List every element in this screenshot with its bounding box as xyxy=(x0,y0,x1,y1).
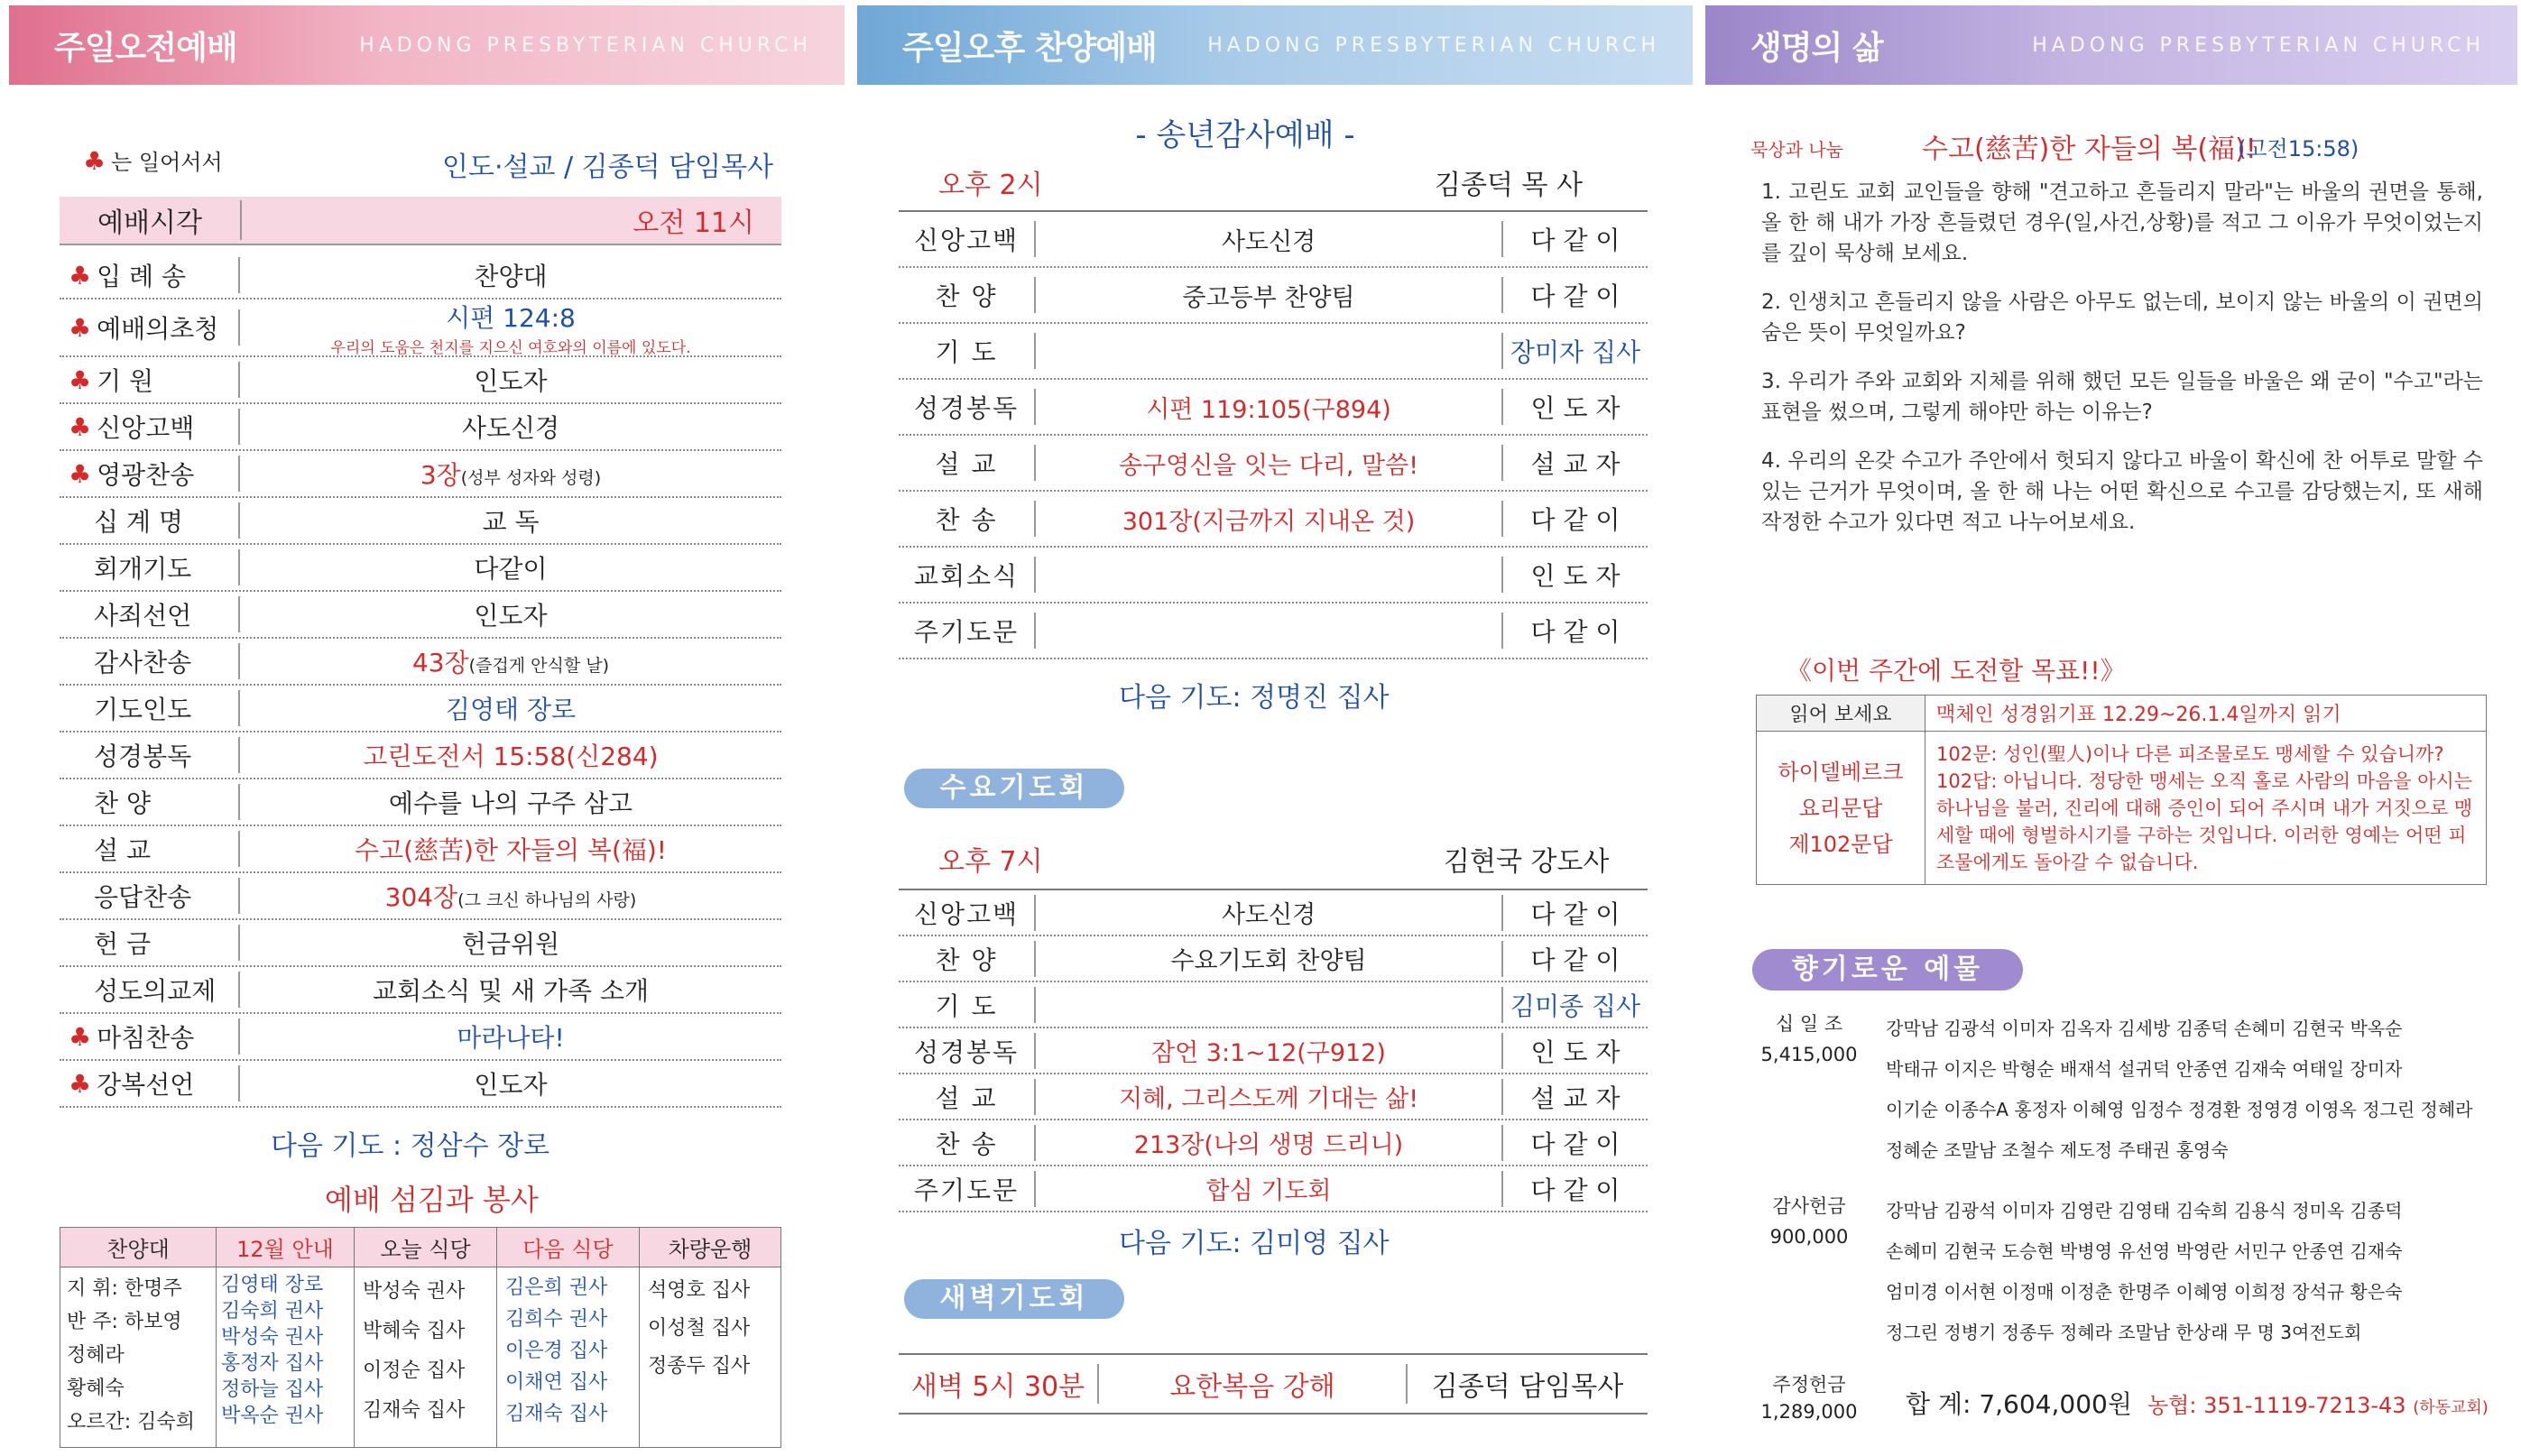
order-item-label: 기 원 xyxy=(97,366,154,396)
program-row xyxy=(899,1120,1648,1166)
order-content-main xyxy=(446,299,576,335)
order-row xyxy=(60,498,781,545)
order-item xyxy=(60,309,240,346)
order-row xyxy=(60,733,781,779)
order-item-label: 신앙고백 xyxy=(97,413,195,443)
order-item-label: 헌 금 xyxy=(94,929,151,959)
order-item-label: 설 교 xyxy=(94,835,151,865)
program-content: 송구영신을 잇는 다리, 말씀! xyxy=(1118,451,1419,480)
order-content-text: 다같이 xyxy=(474,554,548,584)
catechism-answer: 102답: 아닙니다. 정당한 맹세는 오직 홀로 사람의 마음을 아시는 하나님을 불러, 진리에 대해 증인이 되어 주시며 내가 거짓으로 맹세할 때에 형벌하시기를 구하는 것입니다. 이러한 영예는 어떤 피조물에게도 돌아갈 수 없습니다. xyxy=(1936,769,2473,873)
weekly-label: 주정헌금 xyxy=(1772,1374,1846,1396)
program-who: 김미종 집사 xyxy=(1501,987,1648,1023)
meditation-question: 1. 고린도 교회 교인들을 향해 "견고하고 흔들리지 말라"는 바울의 권면을 통해, 올 한 해 내가 가장 흔들렸던 경우(일,사건,상황)를 적고 그 이유가 무엇이었는지를 깊이 묵상해 보세요. xyxy=(1761,180,2483,265)
header-title: 주일오후 찬양예배 xyxy=(902,29,1157,67)
order-content-small: (즐겁게 안식할 날) xyxy=(468,656,610,676)
order-row xyxy=(60,1014,781,1061)
order-row xyxy=(60,1061,781,1108)
meditation-questions xyxy=(1761,177,2483,556)
order-content-text: 304장 xyxy=(384,882,458,912)
meditation-question: 2. 인생치고 흔들리지 않을 사람은 아무도 없는데, 보이지 않는 바울의 이 권면의 숨은 뜻이 무엇일까요? xyxy=(1761,290,2483,345)
tithe-amount: 5,415,000 xyxy=(1760,1044,1858,1065)
order-row xyxy=(60,686,781,733)
meditation-question: 4. 우리의 온갖 수고가 주안에서 헛되지 않다고 바울이 확신에 찬 어투로 말할 수 있는 근거가 무엇이며, 올 한 해 나는 어떤 확신으로 수고를 감당했는지, 또 새해 작정한 수고가 있다면 적고 나누어보세요. xyxy=(1761,449,2483,534)
club-icon: ♣ xyxy=(69,364,92,395)
program-content: 합심 기도회 xyxy=(1205,1177,1332,1205)
order-item-label: 입 례 송 xyxy=(97,262,187,291)
program-who: 다 같 이 xyxy=(1501,941,1648,977)
club-icon: ♣ xyxy=(83,146,106,176)
thanks-amount: 900,000 xyxy=(1769,1226,1849,1248)
offering-names-line: 강막남 김광석 이미자 김옥자 김세방 김종덕 손혜미 김현국 박옥순 xyxy=(1886,1018,2403,1039)
program-row xyxy=(899,890,1648,936)
program-who: 설 교 자 xyxy=(1501,1079,1648,1115)
order-row xyxy=(60,639,781,686)
order-content xyxy=(240,972,781,1008)
driving-cell xyxy=(640,1267,781,1448)
goal-title: 《이번 주간에 도전할 목표!!》 xyxy=(1787,656,2126,686)
time-row xyxy=(60,197,781,245)
order-item xyxy=(60,831,240,867)
order-content-main xyxy=(385,878,637,914)
program-who: 다 같 이 xyxy=(1501,1171,1648,1207)
goal-table xyxy=(1756,695,2487,885)
order-item xyxy=(60,925,240,961)
program-row xyxy=(899,324,1648,380)
program-content: 사도신경 xyxy=(1221,227,1316,256)
offering-names-line: 이기순 이종수A 홍정자 이혜영 임정수 정경환 정영경 이영옥 정그린 정혜라 xyxy=(1886,1099,2473,1120)
order-content-text: 헌금위원 xyxy=(461,929,560,959)
order-item xyxy=(60,502,240,539)
service-name: 황혜숙 xyxy=(67,1378,125,1400)
order-item-label: 영광찬송 xyxy=(97,460,195,490)
header-title: 생명의 삶 xyxy=(1750,29,1883,67)
service-header: 오늘 식당 xyxy=(355,1228,497,1267)
time-value: 오전 11시 xyxy=(633,207,754,239)
weekly-amount: 1,289,000 xyxy=(1760,1401,1858,1423)
program-who: 다 같 이 xyxy=(1501,1125,1648,1161)
catechism-label-line: 제102문답 xyxy=(1788,831,1893,857)
order-item xyxy=(60,409,240,445)
next-prayer: 다음 기도 : 정삼수 장로 xyxy=(271,1130,550,1162)
program-who: 다 같 이 xyxy=(1501,613,1648,649)
program-content: 중고등부 찬양팀 xyxy=(1182,283,1355,312)
meditation-title: 수고(慈苦)한 자들의 복(福)! xyxy=(1922,134,2257,165)
program-row xyxy=(899,982,1648,1028)
club-icon: ♣ xyxy=(69,411,92,442)
order-row xyxy=(60,826,781,873)
program-item: 신앙고백 xyxy=(899,895,1036,931)
bank-account: 농협: 351-1119-7213-43 xyxy=(2147,1393,2406,1418)
catechism-label xyxy=(1757,732,1925,885)
thanks-label-block xyxy=(1759,1191,1859,1252)
program-row xyxy=(899,436,1648,492)
order-item xyxy=(60,690,240,726)
order-item xyxy=(60,784,240,820)
order-row xyxy=(60,545,781,592)
order-content-main xyxy=(420,456,601,492)
order-content-sub: 우리의 도움은 천지를 지으신 여호와의 이름에 있도다. xyxy=(330,338,691,357)
order-of-worship xyxy=(60,253,781,1101)
program-row xyxy=(899,1166,1648,1212)
wednesday-next-prayer: 다음 기도: 김미영 집사 xyxy=(1119,1228,1390,1259)
order-content xyxy=(240,878,781,914)
order-content-main xyxy=(373,972,649,1008)
program-who: 다 같 이 xyxy=(1501,221,1648,257)
panel-morning-worship xyxy=(0,0,848,1456)
catechism-label-line: 하이델베르크 xyxy=(1778,759,1904,785)
order-content-main xyxy=(462,925,559,961)
offering-names-line: 강막남 김광석 이미자 김영란 김영태 김숙희 김용식 정미옥 김종덕 xyxy=(1886,1200,2403,1221)
thanks-names xyxy=(1886,1191,2499,1353)
order-item xyxy=(60,257,240,293)
dawn-row xyxy=(899,1353,1648,1415)
program-item: 설 교 xyxy=(899,1079,1036,1115)
program-item: 성경봉독 xyxy=(899,389,1036,425)
service-name: 김영태 장로 xyxy=(221,1274,324,1296)
order-content xyxy=(240,409,781,445)
program-who: 다 같 이 xyxy=(1501,501,1648,537)
panel-life-of-life xyxy=(1696,0,2521,1456)
order-content-main xyxy=(363,737,658,773)
service-name: 이은경 집사 xyxy=(505,1340,608,1362)
order-content xyxy=(240,831,781,867)
order-row xyxy=(60,299,781,357)
header-afternoon xyxy=(857,5,1693,85)
catechism-text xyxy=(1925,732,2487,885)
order-content-text: 교 독 xyxy=(482,507,540,537)
order-item xyxy=(60,456,240,492)
program-item: 찬 양 xyxy=(899,941,1036,977)
panel-afternoon-worship xyxy=(848,0,1696,1456)
service-name: 정하늘 집사 xyxy=(221,1378,324,1401)
order-content-main xyxy=(412,643,609,679)
read-label: 읽어 보세요 xyxy=(1757,696,1925,732)
order-content-text: 예수를 나의 구주 삼고 xyxy=(388,788,633,818)
order-item-label: 감사찬송 xyxy=(94,648,192,677)
service-name: 박성숙 권사 xyxy=(221,1326,324,1349)
service-title: 예배 섬김과 봉사 xyxy=(325,1183,539,1217)
wednesday-leader: 김현국 강도사 xyxy=(1444,846,1610,878)
order-content-main xyxy=(474,257,547,293)
service-name: 지 휘: 한명주 xyxy=(67,1277,182,1300)
program-item: 설 교 xyxy=(899,445,1036,481)
order-item xyxy=(60,549,240,585)
program-who: 인 도 자 xyxy=(1501,557,1648,593)
program-row xyxy=(899,492,1648,548)
service-name: 석영호 집사 xyxy=(648,1279,751,1302)
program-who: 장미자 집사 xyxy=(1501,333,1648,369)
order-row xyxy=(60,920,781,967)
bank xyxy=(2147,1387,2489,1419)
service-name: 김재숙 집사 xyxy=(363,1399,466,1422)
order-row xyxy=(60,779,781,826)
program-item: 신앙고백 xyxy=(899,221,1036,257)
service-header: 12월 안내 xyxy=(217,1228,355,1267)
service-header: 찬양대 xyxy=(60,1228,217,1267)
service-header: 다음 식당 xyxy=(497,1228,640,1267)
order-content-main xyxy=(474,549,547,585)
afternoon-leader: 김종덕 목 사 xyxy=(1435,170,1583,201)
service-name: 이정순 집사 xyxy=(363,1359,466,1382)
offering-names-line: 박태규 이지은 박형순 배재석 설귀덕 안종연 김재숙 여태일 장미자 xyxy=(1886,1058,2403,1080)
order-content xyxy=(240,299,781,357)
program-who: 인 도 자 xyxy=(1501,389,1648,425)
order-content xyxy=(240,257,781,293)
service-name: 이채연 집사 xyxy=(505,1371,608,1394)
today-meal-cell xyxy=(355,1267,497,1448)
order-content xyxy=(240,549,781,585)
service-name: 김은희 권사 xyxy=(505,1276,608,1299)
order-item-label: 찬 양 xyxy=(94,788,151,818)
program-who: 다 같 이 xyxy=(1501,895,1648,931)
service-name: 정혜라 xyxy=(67,1344,125,1367)
order-item xyxy=(60,878,240,914)
offering-pill: 향기로운 예물 xyxy=(1752,949,2023,991)
guide-cell xyxy=(217,1267,355,1448)
order-content-main xyxy=(474,596,547,632)
order-item xyxy=(60,1065,240,1101)
standing-note-text: 는 일어서서 xyxy=(111,150,223,175)
program-row xyxy=(899,548,1648,604)
order-item-label: 회개기도 xyxy=(94,554,192,584)
order-item-label: 강복선언 xyxy=(97,1070,195,1100)
club-icon: ♣ xyxy=(69,260,92,290)
order-item xyxy=(60,737,240,773)
order-row xyxy=(60,451,781,498)
dawn-content: 요한복음 강해 xyxy=(1169,1371,1335,1403)
order-content-text: 찬양대 xyxy=(474,262,548,291)
program-who: 인 도 자 xyxy=(1501,1033,1648,1069)
service-header: 차량운행 xyxy=(640,1228,781,1267)
year-end-title: - 송년감사예배 - xyxy=(1135,117,1355,153)
header-subtitle: HADONG PRESBYTERIAN CHURCH xyxy=(2032,33,2485,57)
offering-names-line: 정혜순 조말남 조철수 제도정 주태권 홍영숙 xyxy=(1886,1139,2229,1161)
program-row xyxy=(899,1074,1648,1120)
afternoon-order xyxy=(899,210,1648,661)
header-morning xyxy=(9,5,845,85)
header-title: 주일오전예배 xyxy=(54,29,237,67)
order-item xyxy=(60,1018,240,1055)
order-content-main xyxy=(446,690,576,726)
program-item: 찬 송 xyxy=(899,501,1036,537)
order-content-small: (그 크신 하나님의 사랑) xyxy=(457,890,637,910)
meditation-question: 3. 우리가 주와 교회와 지체를 위해 했던 모든 일들을 바울은 왜 굳이 "수고"라는 표현을 썼으며, 그렇게 해야만 하는 이유는? xyxy=(1761,370,2483,424)
meditation-label: 묵상과 나눔 xyxy=(1750,139,1843,161)
order-content-small: (성부 성자와 성령) xyxy=(460,468,602,488)
order-content-main xyxy=(474,362,547,398)
program-who: 다 같 이 xyxy=(1501,277,1648,313)
order-row xyxy=(60,967,781,1014)
order-content xyxy=(240,596,781,632)
order-content-main xyxy=(355,831,667,867)
order-content xyxy=(240,690,781,726)
header-life xyxy=(1705,5,2517,85)
order-row xyxy=(60,592,781,639)
program-row xyxy=(899,268,1648,324)
order-content xyxy=(240,456,781,492)
order-item-label: 사죄선언 xyxy=(94,601,192,631)
order-content xyxy=(240,1065,781,1101)
order-content-main xyxy=(389,784,633,820)
order-content-text: 수고(慈苦)한 자들의 복(福)! xyxy=(354,835,668,865)
order-content-text: 인도자 xyxy=(474,366,548,396)
program-row xyxy=(899,604,1648,659)
bank-note: (하동교회) xyxy=(2413,1398,2489,1417)
order-item-label: 마침찬송 xyxy=(97,1023,195,1053)
program-content: 잠언 3:1~12(구912) xyxy=(1151,1039,1386,1067)
dawn-time: 새벽 5시 30분 xyxy=(899,1364,1099,1404)
total: 합 계: 7,604,000원 xyxy=(1906,1389,2132,1419)
leader: 인도·설교 / 김종덕 담임목사 xyxy=(442,152,774,183)
wednesday-time: 오후 7시 xyxy=(938,846,1043,878)
service-name: 김재숙 집사 xyxy=(505,1403,608,1425)
order-content xyxy=(240,925,781,961)
wednesday-order xyxy=(899,889,1648,1212)
service-name: 박혜숙 집사 xyxy=(363,1320,466,1342)
service-name: 반 주: 하보영 xyxy=(67,1311,182,1333)
order-row xyxy=(60,873,781,920)
program-item: 주기도문 xyxy=(899,613,1036,649)
order-item xyxy=(60,596,240,632)
order-content-text: 인도자 xyxy=(474,601,548,631)
program-who: 설 교 자 xyxy=(1501,445,1648,481)
program-content: 사도신경 xyxy=(1221,901,1316,929)
afternoon-time: 오후 2시 xyxy=(938,170,1043,201)
service-name: 박옥순 권사 xyxy=(221,1405,324,1427)
program-row xyxy=(899,380,1648,436)
service-name: 오르간: 김숙희 xyxy=(67,1411,195,1433)
program-item: 주기도문 xyxy=(899,1171,1036,1207)
program-item: 기 도 xyxy=(899,987,1036,1023)
program-item: 성경봉독 xyxy=(899,1033,1036,1069)
program-item: 찬 송 xyxy=(899,1125,1036,1161)
catechism-label-line: 요리문답 xyxy=(1798,795,1883,821)
order-row xyxy=(60,357,781,404)
service-table xyxy=(60,1227,781,1448)
order-content xyxy=(240,502,781,539)
standing-note xyxy=(83,144,223,176)
order-content-main xyxy=(462,409,559,445)
read-content: 맥체인 성경읽기표 12.29~26.1.4일까지 읽기 xyxy=(1925,696,2487,732)
order-row xyxy=(60,404,781,451)
meditation-ref: (고전15:58) xyxy=(2238,136,2359,161)
club-icon: ♣ xyxy=(69,312,92,343)
offering-names-line: 정그린 정병기 정종두 정혜라 조말남 한상래 무 명 3여전도회 xyxy=(1886,1322,2362,1343)
dawn-pill: 새벽기도회 xyxy=(904,1279,1124,1319)
choir-cell xyxy=(60,1267,217,1448)
order-content-main xyxy=(457,1018,564,1055)
catechism-question: 102문: 성인(聖人)이나 다른 피조물로도 맹세할 수 있습니까? xyxy=(1936,742,2444,765)
order-item-label: 기도인도 xyxy=(94,695,192,724)
order-content-text: 시편 124:8 xyxy=(446,302,576,333)
tithe-label-block xyxy=(1759,1009,1859,1070)
program-content: 시편 119:105(구894) xyxy=(1146,395,1391,424)
order-item-label: 예배의초청 xyxy=(97,314,219,344)
program-content: 213장(나의 생명 드리니) xyxy=(1133,1131,1404,1159)
order-content-text: 고린도전서 15:58(신284) xyxy=(363,742,659,771)
offering-names-line: 엄미경 이서현 이정매 이정춘 한명주 이혜영 이희정 장석규 황은숙 xyxy=(1886,1281,2403,1303)
tithe-names xyxy=(1886,1009,2499,1171)
program-item: 교회소식 xyxy=(899,557,1036,593)
program-row xyxy=(899,936,1648,982)
order-item xyxy=(60,643,240,679)
order-content-text: 사도신경 xyxy=(461,413,560,443)
order-content xyxy=(240,643,781,679)
service-name: 박성숙 권사 xyxy=(363,1280,466,1303)
program-row xyxy=(899,1028,1648,1074)
order-content-text: 인도자 xyxy=(474,1070,548,1100)
order-content-text: 3장 xyxy=(420,460,461,490)
order-item-label: 십 계 명 xyxy=(94,507,183,537)
order-item xyxy=(60,362,240,398)
dawn-leader: 김종덕 담임목사 xyxy=(1406,1364,1648,1404)
order-item-label: 성도의교제 xyxy=(94,976,217,1006)
order-item-label: 응답찬송 xyxy=(94,882,192,912)
order-content-main xyxy=(483,502,540,539)
order-content-text: 교회소식 및 새 가족 소개 xyxy=(372,976,650,1006)
service-name: 이성철 집사 xyxy=(648,1317,751,1340)
order-content-text: 43장 xyxy=(411,648,469,677)
weekly-label-block xyxy=(1759,1371,1859,1425)
thanks-label: 감사헌금 xyxy=(1772,1195,1846,1217)
order-content xyxy=(240,737,781,773)
club-icon: ♣ xyxy=(69,1068,92,1099)
next-meal-cell xyxy=(497,1267,640,1448)
club-icon: ♣ xyxy=(69,458,92,489)
order-item xyxy=(60,972,240,1008)
program-row xyxy=(899,212,1648,268)
order-item-label: 성경봉독 xyxy=(94,742,192,771)
program-item: 기 도 xyxy=(899,333,1036,369)
order-content-text: 김영태 장로 xyxy=(445,695,577,724)
program-content: 지혜, 그리스도께 기대는 삶! xyxy=(1118,1085,1419,1113)
program-content: 수요기도회 찬양팀 xyxy=(1170,947,1367,975)
program-content: 301장(지금까지 지내온 것) xyxy=(1122,507,1416,536)
service-name: 김희수 권사 xyxy=(505,1308,608,1331)
service-name: 홍정자 집사 xyxy=(221,1352,324,1375)
service-name: 정종두 집사 xyxy=(648,1355,751,1378)
tithe-label: 십 일 조 xyxy=(1775,1013,1843,1035)
club-icon: ♣ xyxy=(69,1021,92,1052)
offering-names-line: 손혜미 김현국 도승현 박병영 유선영 박영란 서민구 안종연 김재숙 xyxy=(1886,1240,2403,1262)
afternoon-next-prayer: 다음 기도: 정명진 집사 xyxy=(1119,682,1390,714)
time-label: 예배시각 xyxy=(60,200,242,240)
wednesday-pill: 수요기도회 xyxy=(904,769,1124,808)
order-row xyxy=(60,253,781,299)
order-content-text: 마라나타! xyxy=(457,1023,565,1053)
program-item: 찬 양 xyxy=(899,277,1036,313)
order-content xyxy=(240,1018,781,1055)
order-content xyxy=(240,784,781,820)
order-content xyxy=(240,362,781,398)
header-subtitle: HADONG PRESBYTERIAN CHURCH xyxy=(1207,33,1660,57)
header-subtitle: HADONG PRESBYTERIAN CHURCH xyxy=(359,33,812,57)
order-content-main xyxy=(474,1065,547,1101)
service-name: 김숙희 권사 xyxy=(221,1300,324,1322)
